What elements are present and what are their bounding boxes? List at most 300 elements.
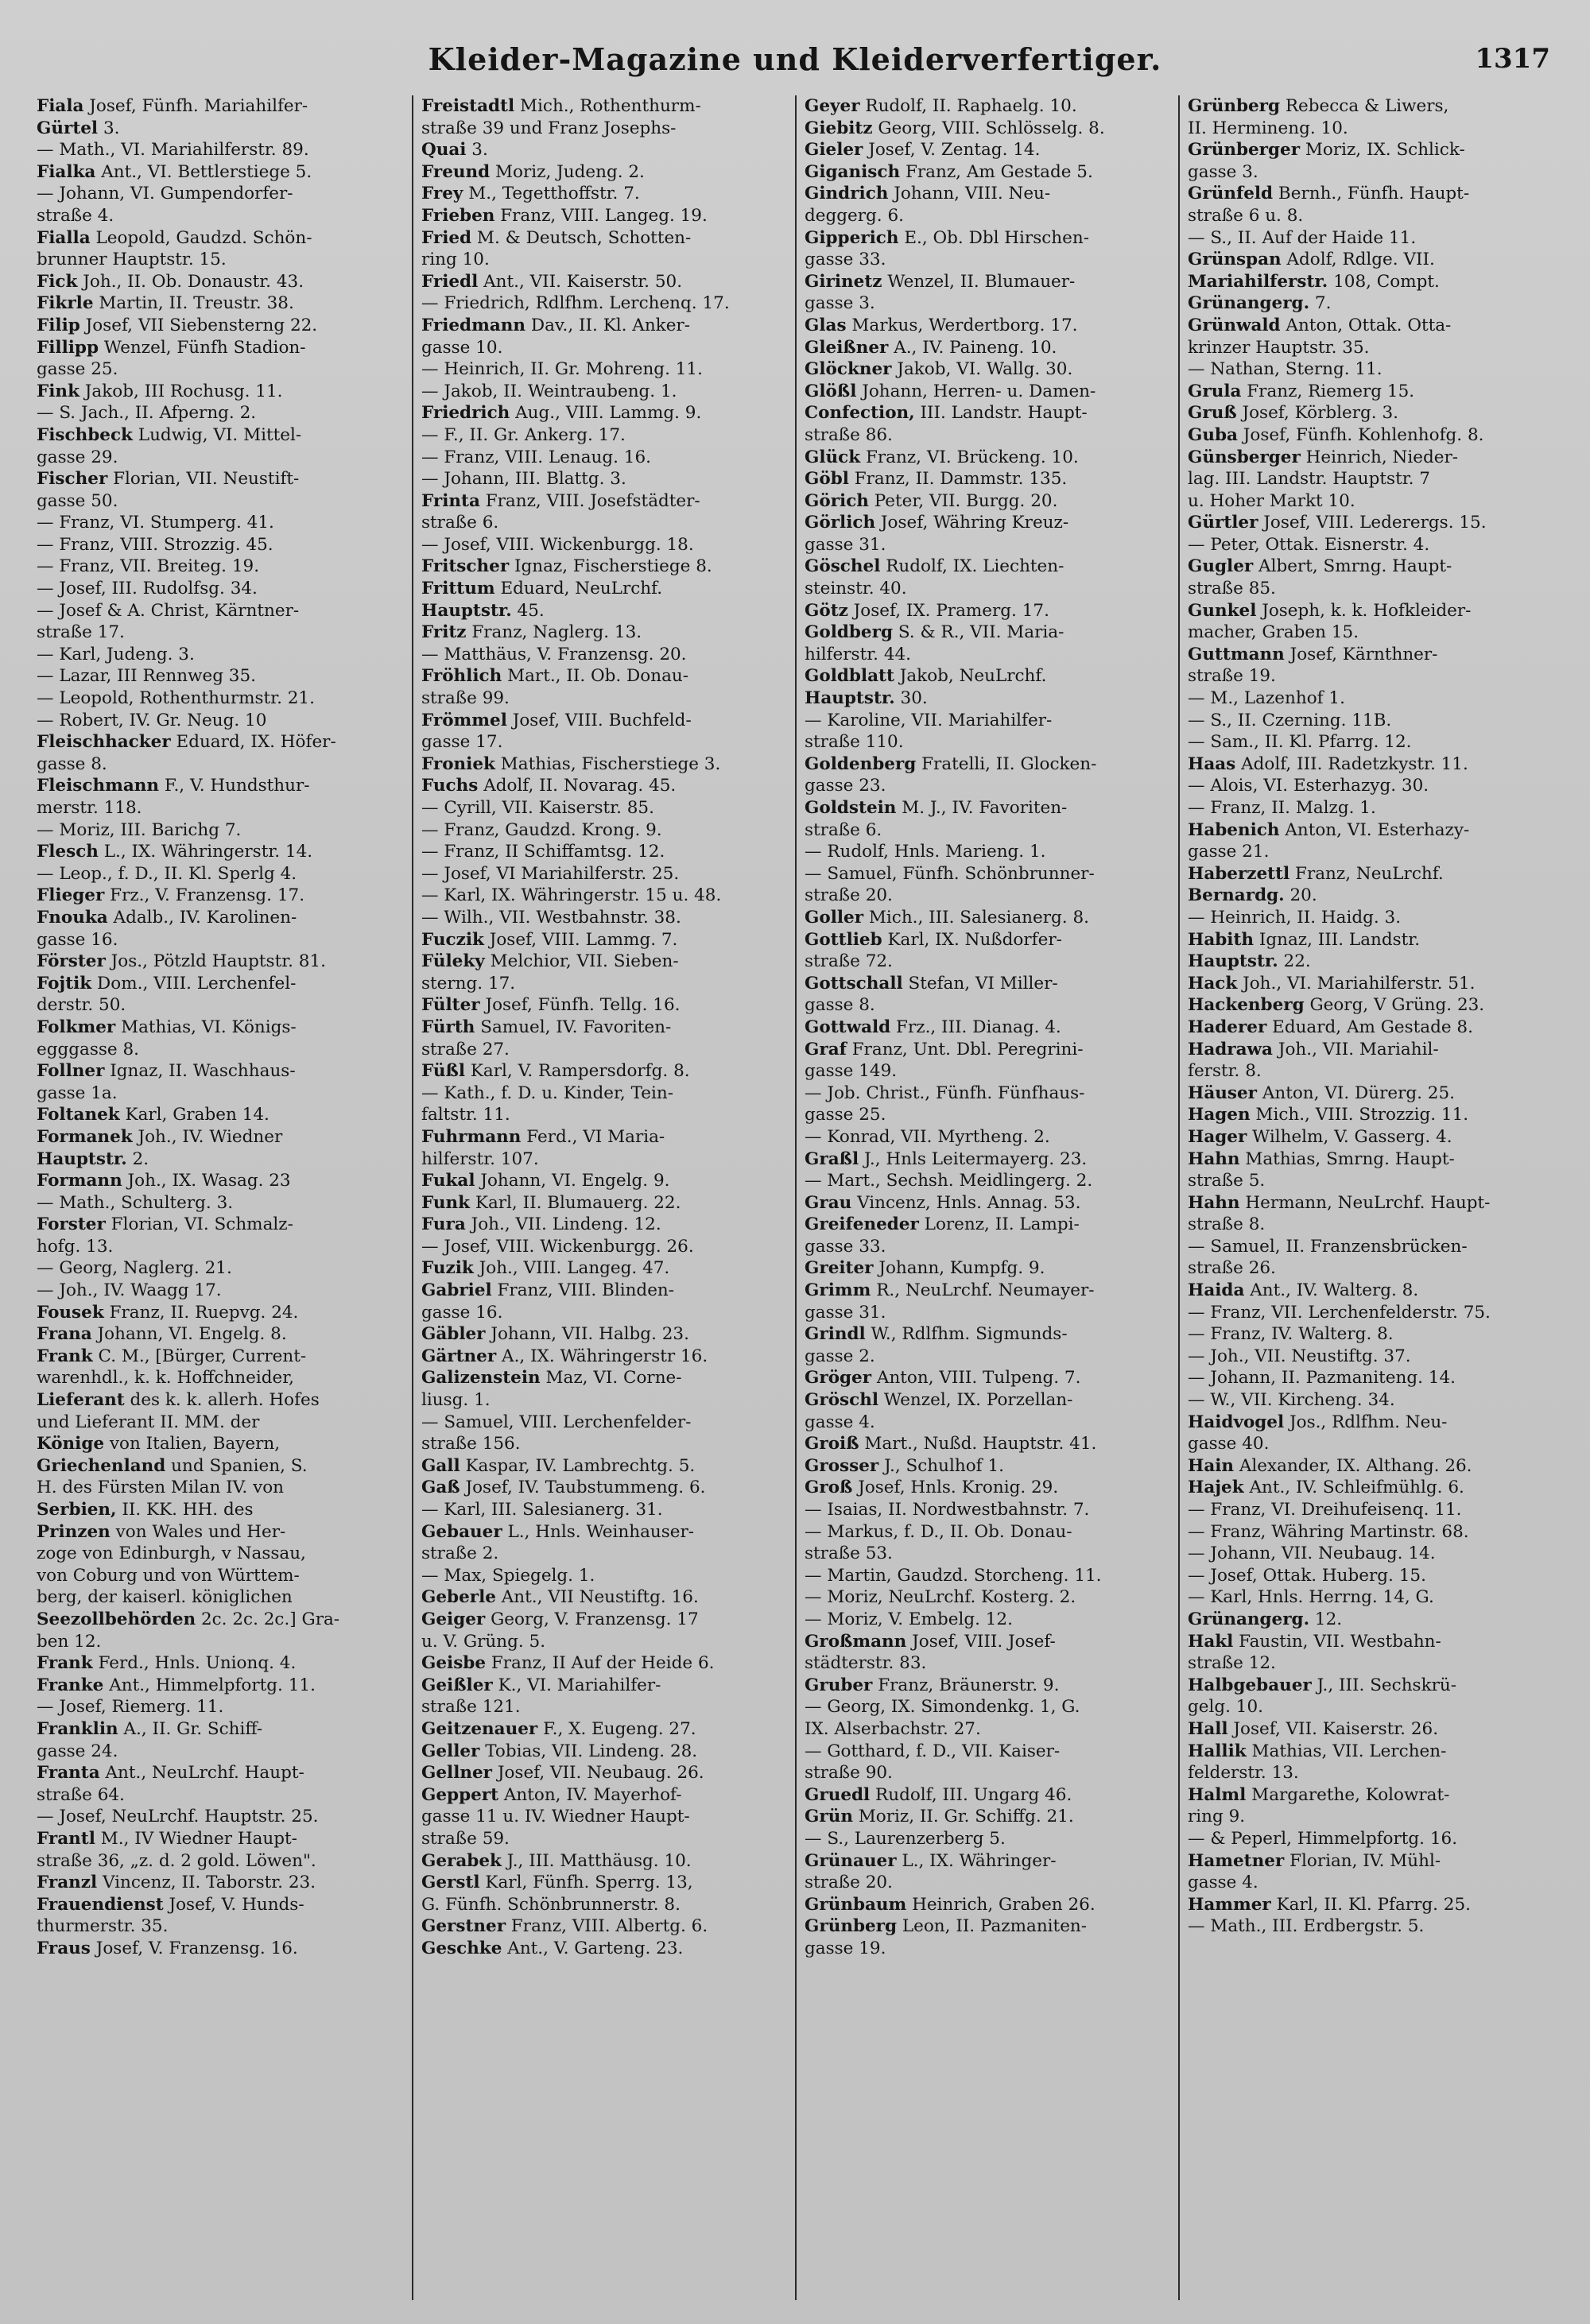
directory-line: Gröger Anton, VIII. Tulpeng. 7. [805,1368,1081,1389]
directory-line: Funk Karl, II. Blumauerg. 22. [421,1192,681,1213]
directory-line: Geiger Georg, V. Franzensg. 17 [421,1609,699,1629]
directory-line: gasse 29. [37,447,118,467]
directory-line: gasse 3. [805,293,875,314]
directory-line: Hametner Florian, IV. Mühl- [1188,1850,1441,1871]
directory-line: — Jakob, II. Weintraubeng. 1. [421,381,677,401]
directory-line: Gäbler Johann, VII. Halbg. 23. [421,1324,689,1345]
directory-line: Friedl Ant., VII. Kaiserstr. 50. [421,271,683,292]
entry-surname: Könige [37,1434,105,1454]
entry-surname: Freistadtl [421,96,515,116]
directory-line: Fikrle Martin, II. Treustr. 38. [37,293,294,314]
directory-line: Gugler Albert, Smrng. Haupt- [1188,556,1452,577]
directory-line: — Josef, VIII. Wickenburgg. 26. [421,1236,694,1257]
directory-line: Geberle Ant., VII Neustiftg. 16. [421,1587,699,1608]
directory-line: Fink Jakob, III Rochusg. 11. [37,381,283,401]
directory-line: Hack Joh., VI. Mariahilferstr. 51. [1188,973,1476,994]
directory-line: — Martin, Gaudzd. Storcheng. 11. [805,1565,1102,1586]
entry-surname: Grün [805,1807,853,1827]
directory-line: Foltanek Karl, Graben 14. [37,1105,270,1125]
directory-line: — Franz, VIII. Lenaug. 16. [421,447,652,467]
entry-surname: Gottwald [805,1017,891,1037]
entry-surname: Quai [421,140,467,161]
directory-line: Hackenberg Georg, V Grüng. 23. [1188,995,1485,1016]
directory-line: gasse 17. [421,732,503,753]
entry-surname: Hain [1188,1455,1235,1476]
entry-surname: Habith [1188,929,1255,950]
entry-surname: Häuser [1188,1083,1257,1103]
entry-surname: Grünbaum [805,1894,907,1915]
directory-line: — Franz, Währing Martinstr. 68. [1188,1521,1469,1542]
entry-surname: Görich [805,490,869,511]
directory-line: IX. Alserbachstr. 27. [805,1718,981,1739]
directory-line: Grünspan Adolf, Rdlge. VII. [1188,250,1435,270]
entry-surname: Fuchs [421,776,479,796]
directory-line: straße 6 u. 8. [1188,205,1304,226]
directory-line: Grünfeld Bernh., Fünfh. Haupt- [1188,184,1470,204]
entry-surname: Guba [1188,424,1238,445]
directory-line: straße 59. [421,1828,510,1849]
entry-surname: Haberzettl [1188,863,1290,884]
directory-line: — Franz, II Schiffamtsg. 12. [421,842,665,862]
directory-line: gasse 33. [805,250,886,270]
entry-surname: Fikrle [37,293,94,314]
directory-line: straße 86. [805,424,893,445]
entry-surname: Fousek [37,1302,104,1323]
entry-surname: Hall [1188,1718,1228,1739]
directory-line: Frank C. M., [Bürger, Current- [37,1346,307,1366]
directory-line: — Math., Schulterg. 3. [37,1192,234,1213]
entry-surname: Günsberger [1188,447,1301,467]
directory-line: Gruedl Rudolf, III. Ungarg 46. [805,1784,1072,1805]
directory-line: thurmerstr. 35. [37,1916,169,1937]
directory-line: Freund Moriz, Judeng. 2. [421,161,645,182]
directory-line: Franke Ant., Himmelpfortg. 11. [37,1675,316,1695]
directory-line: Gellner Josef, VII. Neubaug. 26. [421,1763,704,1784]
entry-surname: Haidvogel [1188,1412,1285,1432]
entry-surname: Grünangerg. [1188,293,1310,314]
entry-surname: Fritz [421,622,467,643]
directory-line: straße 6. [421,513,499,533]
directory-line: Glas Markus, Werdertborg. 17. [805,315,1078,335]
directory-line: Frömmel Josef, VIII. Buchfeld- [421,710,692,730]
directory-line: Görlich Josef, Währing Kreuz- [805,513,1069,533]
entry-surname: Fialla [37,227,91,248]
directory-line: brunner Hauptstr. 15. [37,250,227,270]
directory-line: — Karl, Judeng. 3. [37,644,195,664]
directory-line: Grosser J., Schulhof 1. [805,1455,1004,1476]
entry-surname: Friedmann [421,315,526,335]
entry-surname: Graf [805,1039,847,1059]
directory-line: hilferstr. 44. [805,644,912,664]
directory-line: Geller Tobias, VII. Lindeng. 28. [421,1741,698,1761]
entry-surname: Freund [421,161,491,182]
entry-surname: Groiß [805,1434,859,1454]
directory-line: Giebitz Georg, VIII. Schlösselg. 8. [805,118,1105,138]
directory-line: Goldberg S. & R., VII. Maria- [805,622,1065,643]
entry-surname: Grula [1188,381,1242,401]
directory-line: städterstr. 83. [805,1653,927,1674]
entry-surname: Grünspan [1188,250,1282,270]
directory-line: ring 10. [421,250,490,270]
entry-surname: Haas [1188,753,1236,774]
entry-surname: Fischbeck [37,424,133,445]
directory-line: — Samuel, Fünfh. Schönbrunner- [805,863,1095,884]
directory-line: ferstr. 8. [1188,1061,1262,1082]
directory-line: — Johann, III. Blattg. 3. [421,469,626,490]
entry-surname: Follner [37,1061,105,1082]
directory-line: Fleischmann F., V. Hundsthur- [37,776,310,796]
entry-surname: Gabriel [421,1280,492,1301]
directory-line: — Leopold, Rothenthurmstr. 21. [37,688,315,709]
entry-surname: Hager [1188,1126,1247,1147]
entry-surname: Geschke [421,1938,502,1958]
directory-line: Giganisch Franz, Am Gestade 5. [805,161,1093,182]
entry-surname: Friedl [421,271,479,292]
directory-line: zoge von Edinburgh, v Nassau, [37,1544,306,1564]
directory-line: liusg. 1. [421,1390,491,1411]
entry-surname: Goller [805,907,864,928]
entry-surname: Grünauer [805,1850,897,1871]
directory-line: Großmann Josef, VIII. Josef- [805,1631,1056,1652]
entry-surname: Hack [1188,973,1238,994]
directory-line: Goldstein M. J., IV. Favoriten- [805,798,1068,818]
directory-line: Flieger Frz., V. Franzensg. 17. [37,885,305,906]
directory-line: — S., II. Czerning. 11B. [1188,710,1392,730]
entry-surname: Geiger [421,1609,486,1629]
entry-surname: Fura [421,1214,466,1235]
directory-line: — Franz, II. Malzg. 1. [1188,798,1376,818]
directory-line: Gall Kaspar, IV. Lambrechtg. 5. [421,1455,696,1476]
directory-line: gasse 1a. [37,1083,118,1103]
entry-surname: Fialka [37,161,96,182]
directory-line: Gerstner Franz, VIII. Albertg. 6. [421,1916,708,1937]
entry-surname: Fiala [37,96,84,116]
directory-line: Graßl J., Hnls Leitermayerg. 23. [805,1148,1088,1169]
entry-surname: Gärtner [421,1346,497,1366]
directory-line: Hadrawa Joh., VII. Mariahil- [1188,1039,1439,1059]
directory-line: gasse 4. [805,1412,875,1432]
directory-line: — Joh., IV. Waagg 17. [37,1280,222,1301]
entry-surname: Hallik [1188,1741,1247,1761]
directory-line: gasse 8. [805,995,875,1016]
directory-line: Frauendienst Josef, V. Hunds- [37,1894,304,1915]
directory-line: — Samuel, II. Franzensbrücken- [1188,1236,1468,1257]
directory-line: — Georg, Naglerg. 21. [37,1258,232,1279]
entry-surname: Fleischmann [37,776,160,796]
directory-line: Glöckner Jakob, VI. Wallg. 30. [805,359,1073,380]
directory-line: Hakl Faustin, VII. Westbahn- [1188,1631,1441,1652]
entry-surname: Förster [37,951,106,972]
directory-line: — Robert, IV. Gr. Neug. 10 [37,710,267,730]
directory-line: Günsberger Heinrich, Nieder- [1188,447,1458,467]
directory-line: — Math., III. Erdbergstr. 5. [1188,1916,1425,1937]
directory-line: Gürtel 3. [37,118,120,138]
directory-line: — Rudolf, Hnls. Marieng. 1. [805,842,1046,862]
entry-surname: Hagen [1188,1105,1251,1125]
directory-line: straße 8. [1188,1214,1266,1235]
entry-surname: Fritscher [421,556,510,577]
directory-line: Serbien, II. KK. HH. des [37,1500,254,1520]
directory-line: Bernardg. 20. [1188,885,1317,906]
directory-line: — Johann, VI. Gumpendorfer- [37,184,293,204]
directory-line: Formanek Joh., IV. Wiedner [37,1126,283,1147]
directory-line: Hauptstr. 45. [421,600,545,621]
entry-surname: Gruber [805,1675,873,1695]
directory-line: Glück Franz, VI. Brückeng. 10. [805,447,1079,467]
entry-surname: Gall [421,1455,460,1476]
entry-surname: Gerstl [421,1873,480,1893]
directory-line: gasse 16. [421,1302,503,1323]
entry-surname: Funk [421,1192,471,1213]
directory-line: Füßl Karl, V. Rampersdorfg. 8. [421,1061,690,1082]
directory-line: straße 5. [1188,1171,1266,1191]
entry-surname: Gottlieb [805,929,882,950]
directory-line: hofg. 13. [37,1236,114,1257]
entry-surname: Glas [805,315,847,335]
entry-surname: Goldenberg [805,753,917,774]
directory-line: — Josef, Ottak. Huberg. 15. [1188,1565,1426,1586]
directory-line: — Josef, Riemerg. 11. [37,1697,224,1718]
directory-line: gasse 16. [37,929,118,950]
entry-surname: Frank [37,1346,93,1366]
directory-line: gasse 149. [805,1061,898,1082]
directory-line: Hager Wilhelm, V. Gasserg. 4. [1188,1126,1452,1147]
directory-line: ring 9. [1188,1807,1246,1827]
entry-surname: Fürth [421,1017,475,1037]
entry-surname: Geitzenauer [421,1718,538,1739]
directory-line: Fuczik Josef, VIII. Lammg. 7. [421,929,678,950]
directory-line: — Johann, II. Pazmaniteng. 14. [1188,1368,1456,1389]
entry-surname: Gieler [805,140,863,161]
directory-line: — Kath., f. D. u. Kinder, Tein- [421,1083,673,1103]
entry-surname: Gleißner [805,337,889,358]
directory-line: Göschel Rudolf, IX. Liechten- [805,556,1065,577]
directory-line: — Peter, Ottak. Eisnerstr. 4. [1188,534,1430,555]
entry-surname: Franke [37,1675,104,1695]
directory-line: gasse 10. [421,337,503,358]
entry-surname: Prinzen [37,1521,111,1542]
entry-surname: Grosser [805,1455,879,1476]
directory-line: Fleischhacker Eduard, IX. Höfer- [37,732,336,753]
directory-line: gasse 31. [805,534,886,555]
entry-surname: Folkmer [37,1017,116,1037]
directory-line: Götz Josef, IX. Pramerg. 17. [805,600,1049,621]
page-number: 1317 [1475,43,1550,75]
directory-line: Grula Franz, Riemerg 15. [1188,381,1415,401]
directory-line: Grindl W., Rdlfhm. Sigmunds- [805,1324,1068,1345]
directory-line: G. Fünfh. Schönbrunnerstr. 8. [421,1894,681,1915]
entry-surname: Geisbe [421,1653,487,1674]
directory-line: Hagen Mich., VIII. Strozzig. 11. [1188,1105,1469,1125]
entry-surname: Galizenstein [421,1368,541,1389]
directory-line: Geisbe Franz, II Auf der Heide 6. [421,1653,715,1674]
directory-line: Fülter Josef, Fünfh. Tellg. 16. [421,995,681,1016]
entry-surname: Guttmann [1188,644,1285,664]
directory-line: von Coburg und von Württem- [37,1565,300,1586]
entry-surname: Halml [1188,1784,1247,1805]
entry-surname: Fülter [421,995,480,1016]
directory-line: Friedrich Aug., VIII. Lammg. 9. [421,403,702,424]
entry-surname: Fried [421,227,472,248]
directory-line: Fillipp Wenzel, Fünfh Stadion- [37,337,306,358]
directory-line: Guba Josef, Fünfh. Kohlenhofg. 8. [1188,424,1484,445]
directory-line: Hall Josef, VII. Kaiserstr. 26. [1188,1718,1439,1739]
directory-line: Fnouka Adalb., IV. Karolinen- [37,907,297,928]
entry-surname: Fukal [421,1171,475,1191]
column-1 [29,95,412,2300]
directory-line: krinzer Hauptstr. 35. [1188,337,1370,358]
entry-surname: Gürtler [1188,513,1258,533]
directory-line: gasse 8. [37,753,107,774]
entry-surname: Groß [805,1478,853,1498]
directory-line: gasse 50. [37,490,118,511]
entry-surname: Seezollbehörden [37,1609,196,1629]
directory-line: Hauptstr. 22. [1188,951,1311,972]
directory-line: deggerg. 6. [805,205,904,226]
directory-line: Formann Joh., IX. Wasag. 23 [37,1171,291,1191]
entry-surname: Lieferant [37,1390,125,1411]
directory-line: Graf Franz, Unt. Dbl. Peregrini- [805,1039,1084,1059]
directory-line: Hammer Karl, II. Kl. Pfarrg. 25. [1188,1894,1471,1915]
entry-surname: Forster [37,1214,106,1235]
directory-line: Galizenstein Maz, VI. Corne- [421,1368,682,1389]
directory-line: steinstr. 40. [805,579,907,599]
directory-line: Hauptstr. 2. [37,1148,149,1169]
directory-line: Füleky Melchior, VII. Sieben- [421,951,679,972]
directory-line: gasse 19. [805,1938,886,1958]
directory-line: Haida Ant., IV. Walterg. 8. [1188,1280,1419,1301]
entry-surname: Greifeneder [805,1214,919,1235]
entry-surname: Gottschall [805,973,903,994]
directory-line: — S., Laurenzerberg 5. [805,1828,1006,1849]
entry-surname: Serbien, [37,1500,117,1520]
entry-surname: Greiter [805,1258,874,1279]
entry-surname: Gellner [421,1763,493,1784]
directory-line: lag. III. Landstr. Hauptstr. 7 [1188,469,1430,490]
entry-surname: Filip [37,315,80,335]
entry-surname: Frittum [421,579,495,599]
directory-line: Fried M. & Deutsch, Schotten- [421,227,692,248]
entry-surname: Göschel [805,556,881,577]
directory-line: — Markus, f. D., II. Ob. Donau- [805,1521,1072,1542]
directory-line: Fuchs Adolf, II. Novarag. 45. [421,776,677,796]
directory-line: straße 26. [1188,1258,1276,1279]
directory-line: — Wilh., VII. Westbahnstr. 38. [421,907,681,928]
entry-surname: Fröhlich [421,666,502,687]
directory-line: Häuser Anton, VI. Dürerg. 25. [1188,1083,1455,1103]
directory-line: Fousek Franz, II. Ruepvg. 24. [37,1302,299,1323]
entry-surname: Grünangerg. [1188,1609,1310,1629]
directory-line: Gaß Josef, IV. Taubstummeng. 6. [421,1478,706,1498]
directory-line: gasse 11 u. IV. Wiedner Haupt- [421,1807,690,1827]
directory-line: Greiter Johann, Kumpfg. 9. [805,1258,1045,1279]
entry-surname: Grimm [805,1280,871,1301]
entry-surname: Fuzik [421,1258,474,1279]
directory-line: — Lazar, III Rennweg 35. [37,666,256,687]
directory-line: Fuzik Joh., VIII. Langeg. 47. [421,1258,670,1279]
entry-surname: Geller [421,1741,480,1761]
directory-line: straße 4. [37,205,114,226]
directory-line: gasse 33. [805,1236,886,1257]
directory-line: Franklin A., II. Gr. Schiff- [37,1718,263,1739]
entry-surname: Geberle [421,1587,496,1608]
directory-line: — W., VII. Kircheng. 34. [1188,1390,1395,1411]
directory-line: Gärtner A., IX. Währingerstr 16. [421,1346,708,1366]
directory-line: Gunkel Joseph, k. k. Hofkleider- [1188,600,1472,621]
directory-line: Hain Alexander, IX. Althang. 26. [1188,1455,1472,1476]
directory-line: Frittum Eduard, NeuLrchf. [421,579,663,599]
entry-surname: Gäbler [421,1324,486,1345]
directory-line: gasse 24. [37,1741,118,1761]
entry-surname: Giganisch [805,161,901,182]
entry-surname: Frana [37,1324,92,1345]
entry-surname: Gugler [1188,556,1254,577]
directory-line: Fiala Josef, Fünfh. Mariahilfer- [37,96,308,116]
directory-line: Grünberg Rebecca & Liwers, [1188,96,1449,116]
directory-line: Gieler Josef, V. Zentag. 14. [805,140,1041,161]
directory-line: Gebauer L., Hnls. Weinhauser- [421,1521,695,1542]
directory-line: Geißler K., VI. Mariahilfer- [421,1675,661,1695]
entry-surname: Franzl [37,1873,98,1893]
directory-line: Franta Ant., NeuLrchf. Haupt- [37,1763,304,1784]
entry-surname: Grünfeld [1188,184,1274,204]
directory-line: — Alois, VI. Esterhazyg. 30. [1188,776,1429,796]
directory-line: Grünberg Leon, II. Pazmaniten- [805,1916,1088,1937]
directory-line: — Johann, VII. Neubaug. 14. [1188,1544,1436,1564]
directory-line: Fukal Johann, VI. Engelg. 9. [421,1171,670,1191]
directory-line: Gottlieb Karl, IX. Nußdorfer- [805,929,1062,950]
entry-surname: Fuhrmann [421,1126,522,1147]
directory-line: — Math., VI. Mariahilferstr. 89. [37,140,309,161]
directory-line: Grünberger Moriz, IX. Schlick- [1188,140,1465,161]
directory-line: straße 39 und Franz Josephs- [421,118,677,138]
entry-surname: Hammer [1188,1894,1271,1915]
directory-line: — Job. Christ., Fünfh. Fünfhaus- [805,1083,1085,1103]
directory-line: Grimm R., NeuLrchf. Neumayer- [805,1280,1095,1301]
directory-line: — Josef, NeuLrchf. Hauptstr. 25. [37,1807,319,1827]
directory-line: — S., II. Auf der Haide 11. [1188,227,1417,248]
entry-surname: Fleischhacker [37,732,171,753]
directory-line: — Leop., f. D., II. Kl. Sperlg 4. [37,863,297,884]
directory-line: Gröschl Wenzel, IX. Porzellan- [805,1390,1073,1411]
entry-surname: Gerabek [421,1850,502,1871]
directory-line: Gerstl Karl, Fünfh. Sperrg. 13, [421,1873,693,1893]
directory-line: — Mart., Sechsh. Meidlingerg. 2. [805,1171,1093,1191]
directory-line: — F., II. Gr. Ankerg. 17. [421,424,626,445]
directory-line: Froniek Mathias, Fischerstiege 3. [421,753,721,774]
directory-line: und Lieferant II. MM. der [37,1412,260,1432]
directory-line: — Moriz, NeuLrchf. Kosterg. 2. [805,1587,1076,1608]
directory-line: — Franz, Gaudzd. Krong. 9. [421,819,662,840]
entry-surname: Glöckner [805,359,892,380]
directory-line: Greifeneder Lorenz, II. Lampi- [805,1214,1080,1235]
entry-surname: Geppert [421,1784,499,1805]
directory-line: Confection, III. Landstr. Haupt- [805,403,1088,424]
entry-surname: Grau [805,1192,852,1213]
directory-line: Girinetz Wenzel, II. Blumauer- [805,271,1076,292]
directory-line: straße 85. [1188,579,1276,599]
directory-line: Groiß Mart., Nußd. Hauptstr. 41. [805,1434,1097,1454]
directory-line: Goldblatt Jakob, NeuLrchf. [805,666,1047,687]
entry-surname: Hajek [1188,1478,1244,1498]
directory-line: straße 156. [421,1434,521,1454]
directory-line: Hahn Mathias, Smrng. Haupt- [1188,1148,1455,1169]
entry-surname: Halbgebauer [1188,1675,1312,1695]
directory-line: — Josef & A. Christ, Kärntner- [37,600,300,621]
directory-line: Gerabek J., III. Matthäusg. 10. [421,1850,692,1871]
entry-surname: Hauptstr. [37,1148,127,1169]
directory-line: Haas Adolf, III. Radetzkystr. 11. [1188,753,1468,774]
